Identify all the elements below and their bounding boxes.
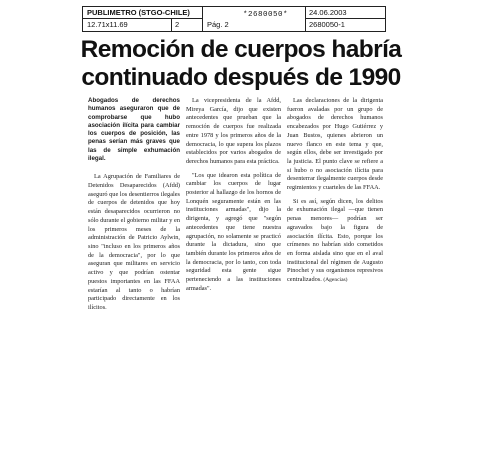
clip-code: *2680050* [243, 11, 289, 19]
page-number: 2 [175, 20, 180, 29]
clip-reference: 2680050-1 [309, 20, 345, 29]
article-paragraph-text: Si es así, según dicen, los delitos de exhumación ilegal —que tienen penas menores— podrían ser agravados bajo la figura de asociación ilícita. Esto, porque los crímenes no habrían sido cometidos en forma aislada sino que en el aval institucional del régimen de Augusto Pinochet y sus organismos represivos centralizados. [287, 197, 383, 284]
article-headline [76, 36, 406, 92]
article-paragraph: "Los que idearon esta política de cambiar los cuerpos de lugar posterior al hallazgo de los hornos de Lonquén seguramente están en las instituciones armadas", dijo la dirigenta, y agregó que "según antecedentes que tiene nuestra agrupación, no solamente se practicó durante la dictadura, sino que también durante los primeros años de la democracia, por lo tanto, con toda seguridad esta gente sigue perteneciendo a las instituciones armadas". [186, 171, 281, 292]
headline-line: continuado después de 1990 [81, 64, 401, 91]
headline-line: Remoción de cuerpos habría [80, 36, 402, 63]
clipping-dimensions: 12.71x11.69 [87, 20, 128, 29]
clipping-header [82, 6, 386, 32]
article-paragraph: La vicepresidenta de la Afdd, Mireya García, dijo que existen antecedentes que prueban que la remoción de cuerpos fue realizada entre 1978 y los primeros años de la democracia, lo que supera los plazos establecidos por varios abogados de derechos humanos para esta práctica. [186, 97, 281, 165]
article-column-1 [88, 97, 180, 318]
publication-name: PUBLIMETRO (STGO-CHILE) [87, 8, 190, 17]
agency-credit: (Agencias) [323, 277, 348, 284]
header-divider [305, 7, 306, 31]
article-lead: Abogados de derechos humanos aseguraron que de comprobarse que hubo asociación ilícita para cambiar los cuerpos de posición, las penas serían más graves que las de simple exhumación ilegal. [88, 97, 180, 163]
article-paragraph: Las declaraciones de la dirigenta fueron avaladas por un grupo de abogados de derechos humanos encabezados por Hugo Gutiérrez y Juan Bustos, quienes abrieron un nuevo flanco en este tema y que, según ellos, debe ser investigado por la justicia. El punto clave se refiere a si hubo o no asociación ilícita para desenterrar ilegalmente cuerpos desde regimientos y cuarteles de las FFAA. [287, 97, 383, 192]
header-divider [83, 18, 202, 19]
article-paragraph [287, 198, 383, 285]
header-divider [171, 19, 172, 31]
header-divider [305, 18, 385, 19]
publication-date: 24.06.2003 [309, 8, 347, 17]
article-column-3 [287, 97, 383, 290]
article-paragraph: La Agrupación de Familiares de Detenidos Desaparecidos (Afdd) aseguró que los desentierros ilegales de cuerpos de detenidos que hoy están desaparecidos ocurrieron no sólo durante el gobierno militar y en los primeros meses de la administración de Patricio Aylwin, sino "incluso en los primeros años de la democracia", por lo que aseguran que militares en servicio activo y que podrían ostentar puestos importantes en las FFAA estarían al tanto o habrían participado directamente en los ilícitos. [88, 173, 180, 311]
header-divider [202, 7, 203, 31]
article-column-2 [186, 97, 281, 298]
page-label: Pág. 2 [207, 20, 229, 29]
